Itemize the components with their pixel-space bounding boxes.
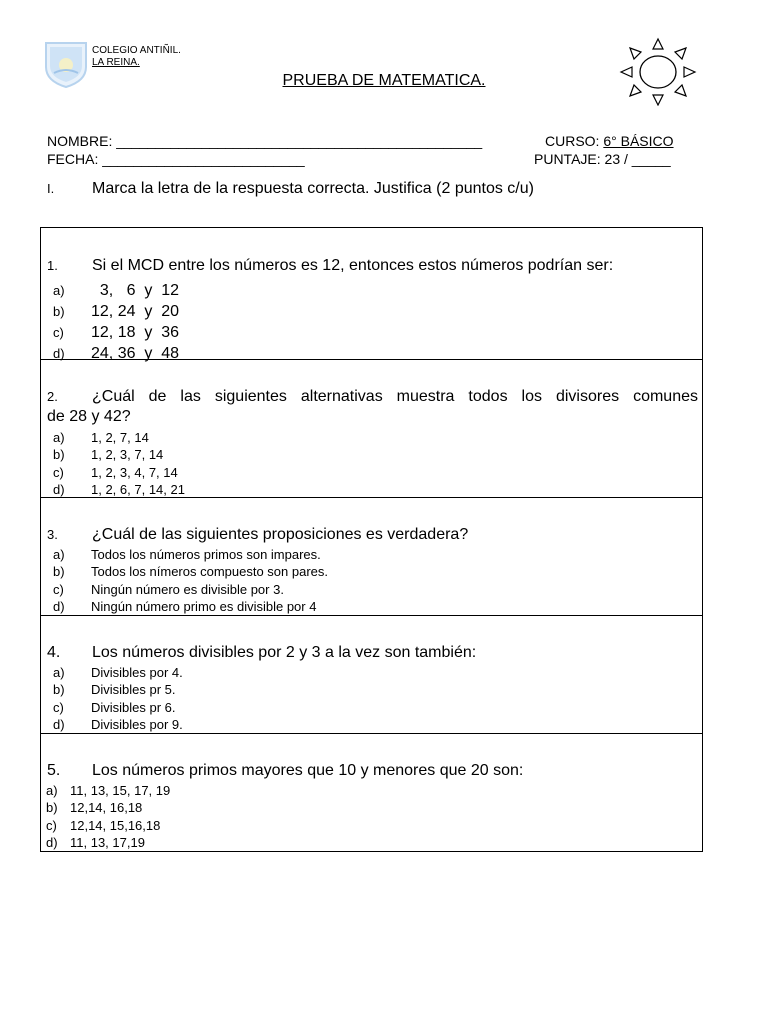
option-letter: c) (53, 582, 64, 597)
school-line2: LA REINA. (92, 57, 140, 68)
question-4-text (47, 643, 476, 663)
option-3c[interactable] (53, 581, 284, 598)
nombre-blank[interactable]: _______________________________________________ (116, 133, 483, 149)
instruction-number: I. (47, 181, 55, 196)
question-2-text (47, 387, 698, 427)
question-3-text (47, 525, 468, 545)
option-2d[interactable] (53, 481, 185, 498)
option-5b[interactable] (46, 799, 142, 816)
option-3b[interactable] (53, 563, 328, 580)
option-text: Todos los números primos son impares. (91, 547, 321, 562)
option-4b[interactable] (53, 681, 176, 698)
option-1b[interactable] (53, 301, 179, 322)
option-text: 3, 6 y 12 (91, 282, 180, 299)
puntaje-field: PUNTAJE: 23 / _____ (534, 151, 671, 167)
option-letter: c) (53, 325, 64, 340)
option-text: 1, 2, 3, 7, 14 (91, 447, 164, 462)
question-number: 1. (47, 258, 58, 273)
option-letter: d) (53, 717, 65, 732)
question-number: 5. (47, 762, 61, 779)
option-letter: b) (53, 447, 65, 462)
fecha-label: FECHA: (47, 151, 99, 167)
option-text: 1, 2, 6, 7, 14, 21 (91, 482, 185, 497)
question-5-box (40, 733, 703, 852)
option-1c[interactable] (53, 322, 179, 343)
fecha-field (47, 151, 305, 168)
sun-icon (618, 36, 698, 106)
question-number: 2. (47, 389, 58, 404)
curso-value: 6° BÁSICO (603, 133, 674, 149)
question-stem-line2: de 28 y 42? (47, 408, 131, 425)
option-text: Divisibles pr 5. (91, 682, 176, 697)
question-stem: Si el MCD entre los números es 12, entonces estos números podrían ser: (92, 257, 614, 274)
question-1-box (40, 227, 703, 362)
option-text: 12, 24 y 20 (91, 303, 180, 320)
option-letter: b) (46, 800, 58, 815)
option-5c[interactable] (46, 817, 160, 834)
option-text: Todos los nímeros compuesto son pares. (91, 564, 329, 579)
option-3d[interactable] (53, 598, 316, 615)
option-letter: a) (53, 665, 65, 680)
school-line1: COLEGIO ANTIÑIL. (92, 45, 181, 56)
question-5-text (47, 761, 523, 781)
option-letter: b) (53, 304, 65, 319)
school-name (92, 45, 181, 69)
question-stem: Los números primos mayores que 10 y menores que 20 son: (92, 762, 524, 779)
option-text: 11, 13, 17,19 (70, 835, 145, 850)
nombre-label: NOMBRE: (47, 133, 113, 149)
question-number: 3. (47, 527, 58, 542)
question-stem: Los números divisibles por 2 y 3 a la vez son también: (92, 644, 477, 661)
option-text: Ningún número primo es divisible por 4 (91, 599, 317, 614)
fecha-blank[interactable]: __________________________ (102, 151, 305, 167)
instruction-text: Marca la letra de la respuesta correcta. Justifica (2 puntos c/u) (92, 180, 534, 197)
curso-field (545, 133, 674, 150)
option-text: 12,14, 16,18 (70, 800, 143, 815)
option-text: Divisibles por 9. (91, 717, 183, 732)
option-letter: a) (53, 283, 65, 298)
option-letter: d) (53, 346, 65, 361)
option-letter: d) (53, 599, 65, 614)
option-4c[interactable] (53, 699, 176, 716)
question-1-text (47, 256, 613, 276)
option-text: 1, 2, 7, 14 (91, 430, 149, 445)
option-letter: c) (53, 465, 64, 480)
option-text: Ningún número es divisible por 3. (91, 582, 284, 597)
question-2-box (40, 359, 703, 497)
option-1a[interactable] (53, 280, 179, 301)
option-letter: d) (53, 482, 65, 497)
option-letter: a) (53, 547, 65, 562)
question-number: 4. (47, 644, 61, 661)
option-letter: b) (53, 682, 65, 697)
option-text: Divisibles pr 6. (91, 700, 176, 715)
question-stem: ¿Cuál de las siguientes proposiciones es verdadera? (92, 526, 469, 543)
curso-label: CURSO: (545, 133, 600, 149)
option-2c[interactable] (53, 464, 178, 481)
page-title-text: PRUEBA DE MATEMATICA. (282, 72, 486, 89)
option-4a[interactable] (53, 664, 183, 681)
option-text: 12, 18 y 36 (91, 324, 180, 341)
question-4-box (40, 615, 703, 733)
question-stem-line1: ¿Cuál de las siguientes alternativas muestra todos los divisores comunes (92, 388, 698, 405)
option-2a[interactable] (53, 429, 149, 446)
question-3-box (40, 497, 703, 615)
option-text: 1, 2, 3, 4, 7, 14 (91, 465, 178, 480)
option-2b[interactable] (53, 446, 163, 463)
option-text: 11, 13, 15, 17, 19 (70, 783, 171, 798)
option-letter: a) (46, 783, 58, 798)
option-letter: c) (53, 700, 64, 715)
option-text: Divisibles por 4. (91, 665, 183, 680)
option-5a[interactable] (46, 782, 170, 799)
option-letter: d) (46, 835, 58, 850)
nombre-field (47, 133, 482, 150)
instruction (47, 180, 534, 198)
option-letter: b) (53, 564, 65, 579)
option-4d[interactable] (53, 716, 183, 733)
option-text: 24, 36 y 48 (91, 345, 180, 362)
option-text: 12,14, 15,16,18 (70, 818, 161, 833)
option-letter: a) (53, 430, 65, 445)
option-letter: c) (46, 818, 57, 833)
option-5d[interactable] (46, 834, 145, 851)
option-3a[interactable] (53, 546, 321, 563)
